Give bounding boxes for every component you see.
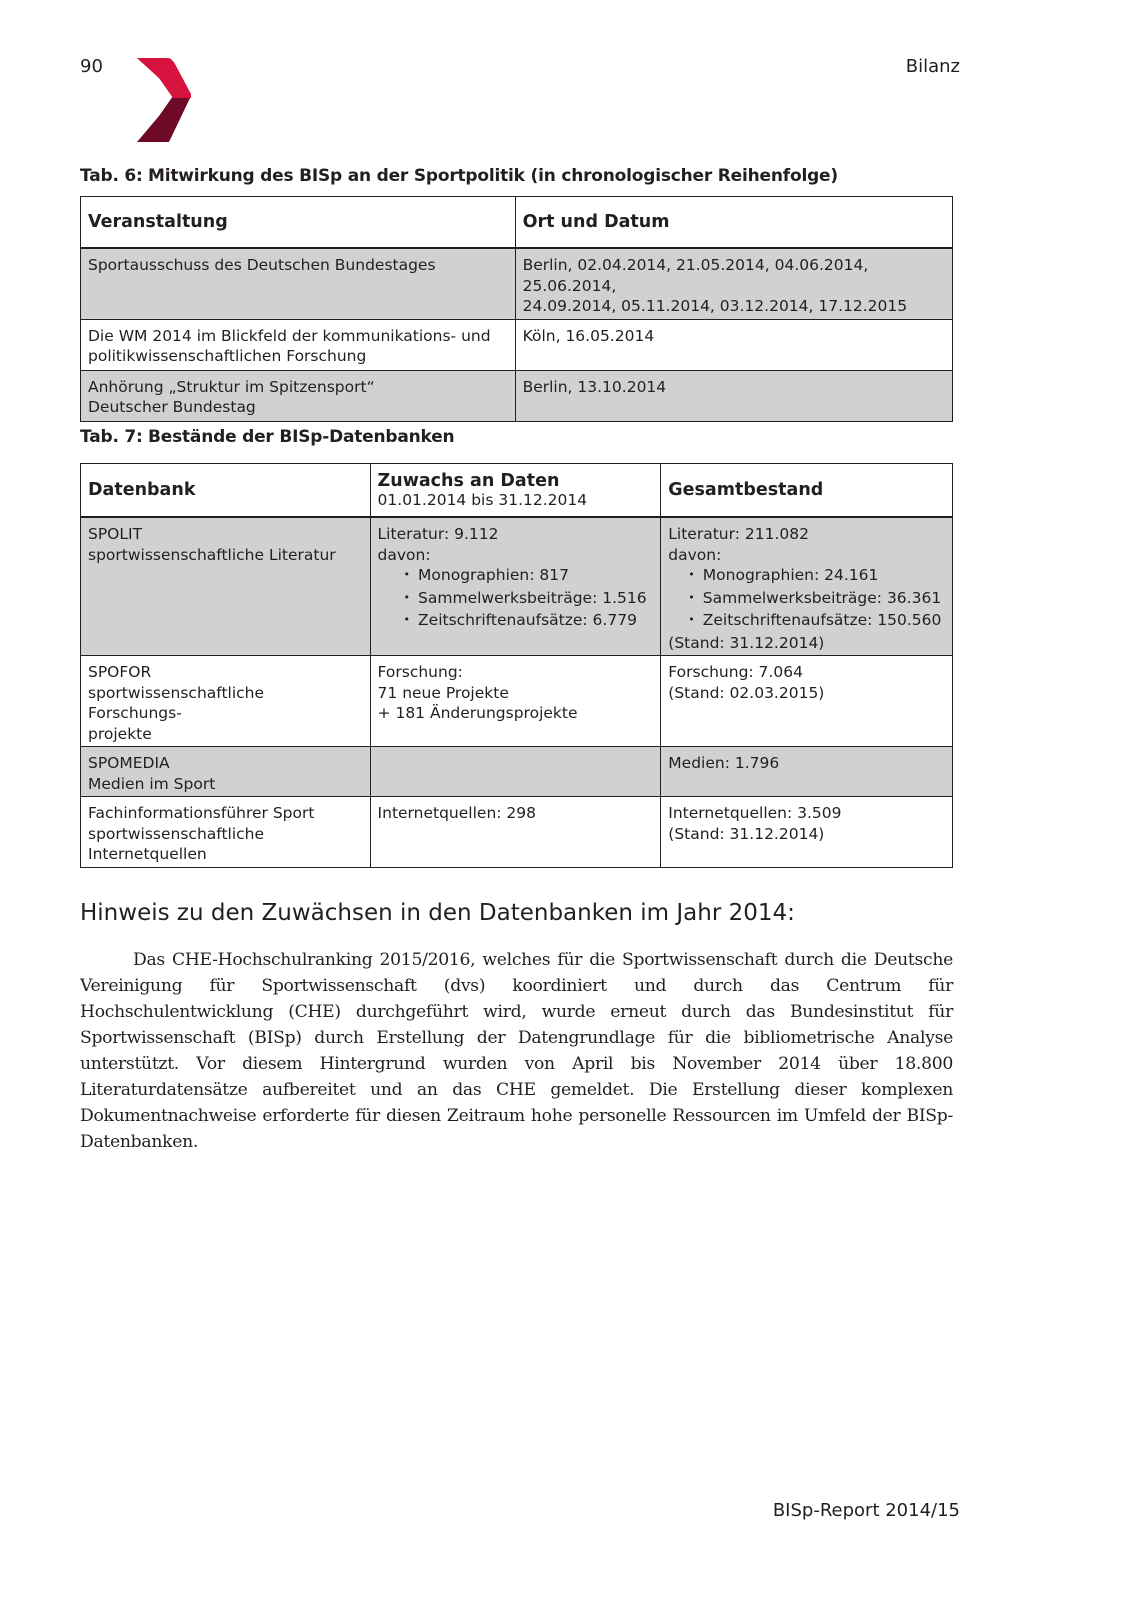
growth-cell: [370, 656, 661, 747]
col-header-veranstaltung: Veranstaltung: [81, 197, 516, 249]
event-line: Sportausschuss des Deutschen Bundestages: [88, 256, 436, 274]
db-description: sportwissenschaftliche Forschungs-: [88, 683, 265, 722]
col-header-gesamtbestand: Gesamtbestand: [661, 464, 953, 518]
event-cell: [81, 248, 516, 319]
growth-bullet: • Monographien: 817: [404, 565, 654, 588]
table-row: [81, 319, 953, 370]
table7-caption-text: Bestände der BISp-Datenbanken: [148, 427, 455, 447]
col-header-zuwachs: [370, 464, 661, 518]
total-cell: [661, 797, 953, 868]
growth-line: 71 neue Projekte: [377, 683, 509, 702]
growth-bullet: • Zeitschriftenaufsätze: 6.779: [404, 610, 654, 633]
page-number: 90: [80, 56, 103, 77]
place-date-line: Berlin, 13.10.2014: [522, 377, 667, 396]
col-header-datenbank: Datenbank: [81, 464, 371, 518]
table-row-spolit: [81, 517, 953, 656]
place-date-cell: [515, 370, 952, 421]
event-cell: [81, 370, 516, 421]
growth-line: Forschung:: [377, 663, 463, 681]
total-bullet: • Monographien: 24.161: [688, 565, 945, 588]
db-name: SPOMEDIA: [88, 754, 170, 772]
growth-cell: [370, 797, 661, 868]
total-line: (Stand: 31.12.2014): [668, 824, 825, 843]
table6-caption-number: Tab. 6:: [80, 166, 143, 186]
total-line: Literatur: 211.082: [668, 525, 809, 543]
db-description: Internetquellen: [88, 845, 207, 863]
total-bullet: • Zeitschriftenaufsätze: 150.560: [688, 610, 945, 633]
total-line: Medien: 1.796: [668, 754, 780, 772]
growth-line: davon:: [377, 545, 431, 564]
total-line: Internetquellen: 3.509: [668, 804, 842, 822]
table6-caption: [80, 166, 838, 186]
total-bullet: • Sammelwerksbeiträge: 36.361: [688, 588, 945, 611]
db-name: SPOLIT: [88, 525, 143, 543]
db-cell: [81, 797, 371, 868]
total-line: (Stand: 02.03.2015): [668, 683, 825, 702]
table-sportpolitik: [80, 196, 953, 422]
table-row: [81, 370, 953, 421]
db-cell: [81, 656, 371, 747]
section-title: Bilanz: [905, 56, 960, 77]
db-cell: [81, 747, 371, 797]
db-cell: [81, 517, 371, 656]
total-line: davon:: [668, 545, 722, 564]
db-description: Medien im Sport: [88, 774, 216, 793]
table-row: [81, 248, 953, 319]
growth-bullet-list: [378, 565, 654, 633]
note-body: Das CHE-Hochschulranking 2015/2016, welches für die Sportwissenschaft durch die Deutsche Vereinigung für Sportwissenschaft (dvs) koordiniert und durch das Centrum für Hochschulentwicklung (CHE) durchgeführt wird, wurde erneut durch das Bundesinstitut für Sportwissenschaft (BISp) durch Erstellung der Datengrundlage für die bibliometrische Analyse unterstützt. Vor diesem Hintergrund wurden von April bis November 2014 über 18.800 Literaturdatensätze aufbereitet und an das CHE gemeldet. Die Erstellung dieser komplexen Dokumentnachweise erforderte für diesen Zeitraum hohe personelle Ressourcen im Umfeld der BISp-Datenbanken.: [80, 950, 953, 1152]
growth-bullet: • Sammelwerksbeiträge: 1.516: [404, 588, 654, 611]
db-description: sportwissenschaftliche: [88, 824, 265, 843]
growth-line: Literatur: 9.112: [377, 525, 499, 543]
db-description: projekte: [88, 724, 152, 743]
event-cell: [81, 319, 516, 370]
col-header-zuwachs-title: Zuwachs an Daten: [377, 470, 560, 491]
growth-cell: [370, 517, 661, 656]
total-bullet-list: [668, 565, 945, 633]
db-name: SPOFOR: [88, 663, 152, 681]
note-heading: Hinweis zu den Zuwächsen in den Datenbanken im Jahr 2014:: [80, 900, 795, 926]
place-date-line: Berlin, 02.04.2014, 21.05.2014, 04.06.2014, 25.06.2014,: [522, 256, 869, 295]
total-cell: [661, 656, 953, 747]
total-stand: (Stand: 31.12.2014): [668, 633, 825, 652]
event-line: Deutscher Bundestag: [88, 398, 256, 416]
footer-report-title: BISp-Report 2014/15: [772, 1500, 960, 1521]
table7-caption-number: Tab. 7:: [80, 427, 143, 447]
growth-line: + 181 Änderungsprojekte: [377, 704, 578, 722]
table-row-spomedia: [81, 747, 953, 797]
total-cell: [661, 517, 953, 656]
col-header-ort-datum: Ort und Datum: [515, 197, 952, 249]
event-line: Die WM 2014 im Blickfeld der kommunikations- und: [88, 326, 491, 345]
table-datenbanken: [80, 463, 953, 868]
place-date-line: Köln, 16.05.2014: [522, 326, 655, 345]
db-name: Fachinformationsführer Sport: [88, 804, 315, 822]
table7-caption: [80, 427, 454, 447]
place-date-cell: [515, 248, 952, 319]
table-row-spofor: [81, 656, 953, 747]
bisp-chevron-logo-icon: [137, 58, 193, 142]
event-line: Anhörung „Struktur im Spitzensport“: [88, 377, 375, 396]
total-cell: [661, 747, 953, 797]
total-line: Forschung: 7.064: [668, 663, 803, 681]
db-description: sportwissenschaftliche Literatur: [88, 545, 336, 564]
event-line: politikwissenschaftlichen Forschung: [88, 347, 367, 365]
place-date-cell: [515, 319, 952, 370]
col-header-zuwachs-period: 01.01.2014 bis 31.12.2014: [377, 491, 588, 510]
table6-caption-text: Mitwirkung des BISp an der Sportpolitik (in chronologischer Reihenfolge): [148, 166, 838, 186]
table-row-fachinformationsfuehrer: [81, 797, 953, 868]
place-date-line: 24.09.2014, 05.11.2014, 03.12.2014, 17.12.2015: [522, 297, 908, 315]
growth-line: Internetquellen: 298: [377, 804, 536, 822]
growth-cell: [370, 747, 661, 797]
